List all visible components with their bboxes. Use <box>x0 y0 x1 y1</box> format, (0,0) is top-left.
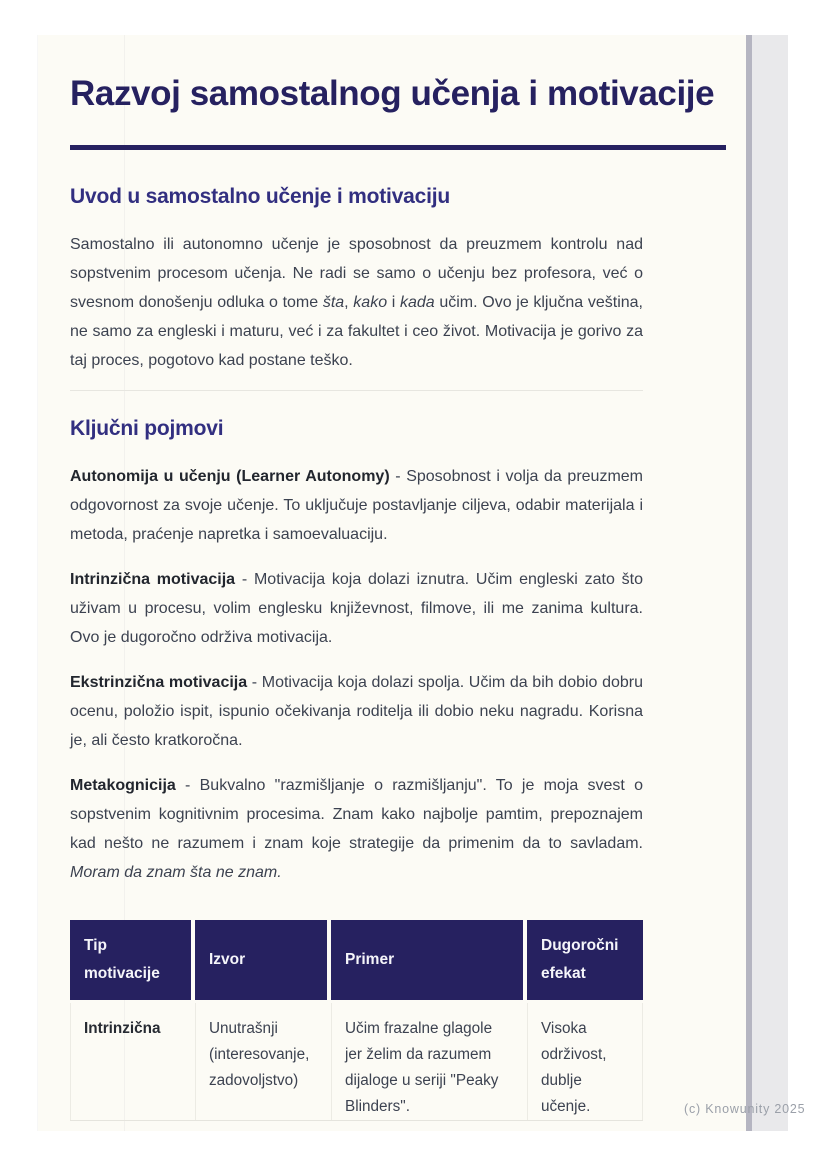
table-cell-izvor: Unutrašnji (interesovanje, zadovoljstvo) <box>195 1003 327 1120</box>
table-row <box>70 1003 643 1121</box>
section-heading-key-terms: Ključni pojmovi <box>70 417 224 440</box>
document-page <box>38 35 746 1131</box>
intro-paragraph: Samostalno ili autonomno učenje je sposobnost da preuzmem kontrolu nad sopstvenim procesom učenja. Ne radi se samo o učenju bez profesora, već o svesnom donošenju odluka o tome šta, kako i kada učim. Ovo je ključna veština, ne samo za engleski i maturu, već i za fakultet i ceo život. Motivacija je gorivo za taj proces, pogotovo kad postane teško. <box>70 236 643 369</box>
table-cell-primer: Učim frazalne glagole jer želim da razumem dijaloge u seriji "Peaky Blinders". <box>331 1003 523 1120</box>
term-paragraph-ekstrinzicna: Ekstrinzična motivacija - Motivacija koja dolazi spolja. Učim da bih dobio dobru ocenu, položio ispit, ispunio očekivanja roditelja ili dobio neku nagradu. Korisna je, ali često kratkoročna. <box>70 674 643 749</box>
section-heading-intro: Uvod u samostalno učenje i motivaciju <box>70 185 451 208</box>
table-cell-tip: Intrinzična <box>70 1003 191 1120</box>
table-header-dugorocni-efekat: Dugoročni efekat <box>527 920 643 1000</box>
page-title: Razvoj samostalnog učenja i motivacije <box>70 74 715 113</box>
motivation-table <box>70 920 643 1121</box>
table-header-primer: Primer <box>331 920 523 1000</box>
table-cell-efekat: Visoka održivost, dublje učenje. <box>527 1003 643 1120</box>
page-content <box>38 72 726 1121</box>
table-header-izvor: Izvor <box>195 920 327 1000</box>
term-paragraph-autonomija: Autonomija u učenju (Learner Autonomy) - Sposobnost i volja da preuzmem odgovornost za svoje učenje. To uključuje postavljanje ciljeva, odabir materijala i metoda, praćenje napretka i samoevaluaciju. <box>70 468 644 543</box>
term-paragraph-metakognicija: Metakognicija - Bukvalno "razmišljanje o razmišljanju". To je moja svest o sopstvenim kognitivnim procesima. Znam kako najbolje pamtim, prepoznajem kad nešto ne razumem i znam koje strategije da primenim da to savladam. Moram da znam šta ne znam. <box>70 777 643 881</box>
next-page-edge <box>746 35 788 1131</box>
title-underline <box>70 145 726 150</box>
section-divider <box>70 390 643 391</box>
table-header-tip-motivacije: Tip motivacije <box>70 920 191 1000</box>
watermark: (c) Knowunity 2025 <box>684 1102 806 1116</box>
term-paragraph-intrinzicna: Intrinzična motivacija - Motivacija koja dolazi iznutra. Učim engleski zato što uživam u procesu, volim englesku književnost, filmove, ili me zanima kultura. Ovo je dugoročno održiva motivacija. <box>70 571 643 646</box>
table-header-row <box>70 920 643 1000</box>
